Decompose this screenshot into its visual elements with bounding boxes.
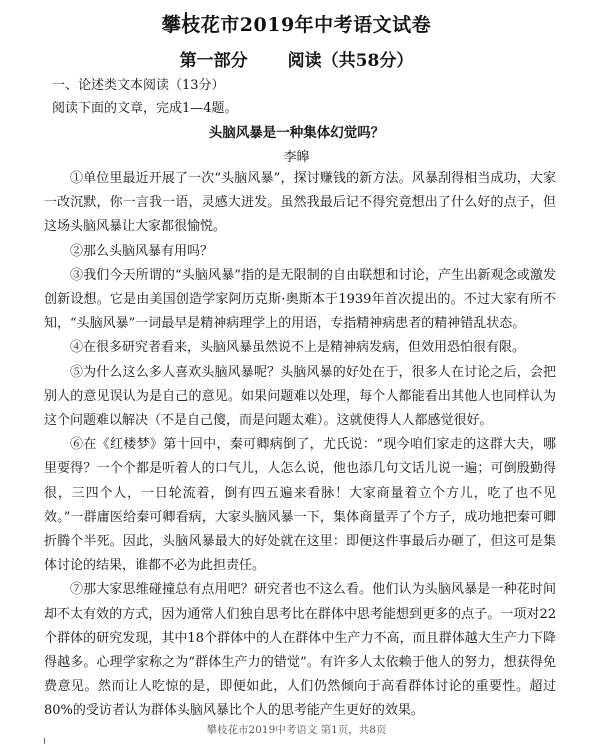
section-topic: 阅读（共58分）	[287, 51, 414, 71]
page-footer: 攀枝花市2019中考语文 第1页，共8页	[206, 724, 387, 736]
article-body	[44, 167, 556, 724]
exam-title: 攀枝花市2019年中考语文试卷	[161, 14, 432, 36]
paragraph-5: ⑤为什么这么多人喜欢头脑风暴呢？头脑风暴的好处在于，很多人在讨论之后，会把别人的意见误认为是自己的意见。如果问题难以处理，每个人都能看出其他人也同样认为这个问题难以解决（不是自己傻，而是问题太难）。这就使得人人都感觉很好。	[44, 364, 556, 429]
article-author: 李皞	[283, 150, 310, 165]
section-heading	[0, 46, 593, 71]
paragraph-3: ③我们今天所谓的“头脑风暴”指的是无限制的自由联想和讨论，产生出新观念或激发创新设想。它是由美国创造学家阿历克斯·奥斯本于1939年首次提出的。不过大家有所不知，“头脑风暴”一词最早是精神病理学上的用语，专指精神病患者的精神错乱状态。	[44, 267, 556, 332]
paragraph-1: ①单位里最近开展了一次“头脑风暴”，探讨赚钱的新方法。风暴刮得相当成功，大家一改沉默，你一言我一语，灵感大迸发。虽然我最后记不得究竟想出了什么好的点子，但这场头脑风暴让大家都很愉悦。	[44, 171, 556, 235]
article-title: 头脑风暴是一种集体幻觉吗？	[208, 125, 385, 141]
paragraph-4: ④在很多研究者看来，头脑风暴虽然说不上是精神病发病，但效用恐怕很有限。	[70, 340, 526, 356]
paragraph-6: ⑥在《红楼梦》第十回中，秦可卿病倒了，尤氏说：“现今咱们家走的这群大夫，哪里要得？一个个都是听着人的口气儿，人怎么说，他也添几句文话儿说一遍；可倒殷勤得很，三四个人，一日轮流着，倒有四五遍来看脉！大家商量着立个方儿，吃了也不见效。”一群庸医给秦可卿看病，大家头脑风暴一下，集体商量弄了个方子，成功地把秦可卿折腾个半死。因此，头脑风暴最大的好处就在这里：即便这件事最后办砸了，但这可是集体讨论的结果，谁都不必为此担责任。	[44, 437, 556, 574]
section-name: 第一部分	[179, 51, 248, 71]
paragraph-7: ⑦那大家思维碰撞总有点用吧？研究者也不这么看。他们认为头脑风暴是一种花时间却不太有效的方式，因为通常人们独自思考比在群体中思考能想到更多的点子。一项对22个群体的研究发现，其中18个群体中的人在群体中生产力不高，而且群体越大生产力下降得越多。心理学家称之为“群体生产力的错觉”。有许多人太依赖于他人的努力，想获得免费意见。然而让人吃惊的是，即便如此，人们仍然倾向于高看群体讨论的重要性。超过80%的受访者认为群体头脑风暴比个人的思考能产生更好的效果。	[44, 582, 556, 719]
margin-tick	[44, 738, 45, 744]
paragraph-2: ②那么头脑风暴有用吗？	[70, 243, 214, 259]
question-heading: 一、论述类文本阅读（13分）	[52, 78, 225, 93]
instruction-text: 阅读下面的文章，完成1—4题。	[52, 101, 238, 116]
